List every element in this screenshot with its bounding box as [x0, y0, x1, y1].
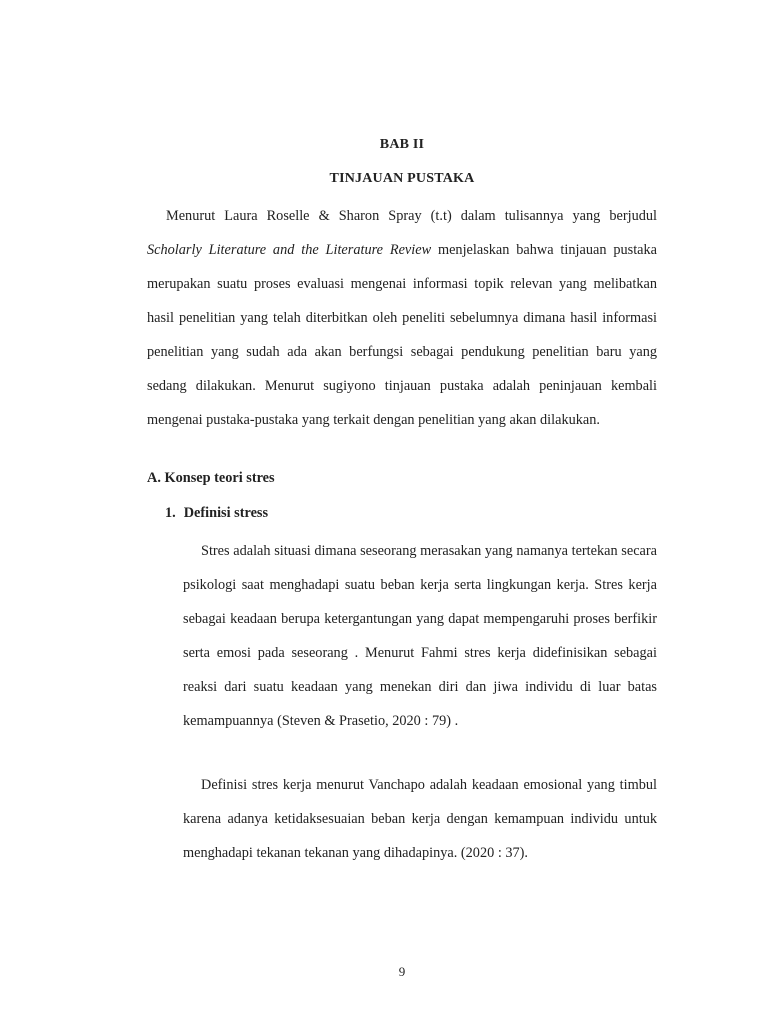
intro-text-start: Menurut Laura Roselle & Sharon Spray (t.t) dalam tulisannya yang berjudul [166, 208, 657, 224]
section-heading-a: A. Konsep teori stres [147, 470, 275, 486]
page-number: 9 [398, 964, 406, 979]
subsection-title: Definisi stress [183, 505, 269, 521]
subsection-heading-1 [165, 505, 268, 522]
vanchapo-paragraph: Definisi stres kerja menurut Vanchapo adalah keadaan emosional yang timbul karena adanya ketidaksesuaian beban kerja dengan kemampuan individu untuk menghadapi tekanan tekanan yang dihadapinya. (2020 : 37). [183, 777, 657, 861]
subsection-number: 1. [165, 505, 176, 521]
chapter-title: TINJAUAN PUSTAKA [329, 171, 475, 186]
intro-text-end: menjelaskan bahwa tinjauan pustaka merupakan suatu proses evaluasi mengenai informasi topik relevan yang melibatkan hasil penelitian yang telah diterbitkan oleh peneliti sebelumnya dimana hasil informasi penelitian yang sudah ada akan berfungsi sebagai pendukung penelitian baru yang sedang dilakukan. Menurut sugiyono tinjauan pustaka adalah peninjauan kembali mengenai pustaka-pustaka yang terkait dengan penelitian yang akan dilakukan. [147, 242, 658, 428]
cited-work-title: Scholarly Literature and the Literature Review [147, 242, 432, 258]
intro-paragraph [147, 199, 657, 437]
definition-paragraph: Stres adalah situasi dimana seseorang merasakan yang namanya tertekan secara psikologi saat menghadapi suatu beban kerja serta lingkungan kerja. Stres kerja sebagai keadaan berupa ketergantungan yang dapat mempengaruhi proses berfikir serta emosi pada seseorang . Menurut Fahmi stres kerja didefinisikan sebagai reaksi dari suatu keadaan yang menekan diri dan jiwa individu di luar batas kemampuannya (Steven & Prasetio, 2020 : 79) . [183, 543, 657, 729]
chapter-heading: BAB II [379, 137, 425, 152]
